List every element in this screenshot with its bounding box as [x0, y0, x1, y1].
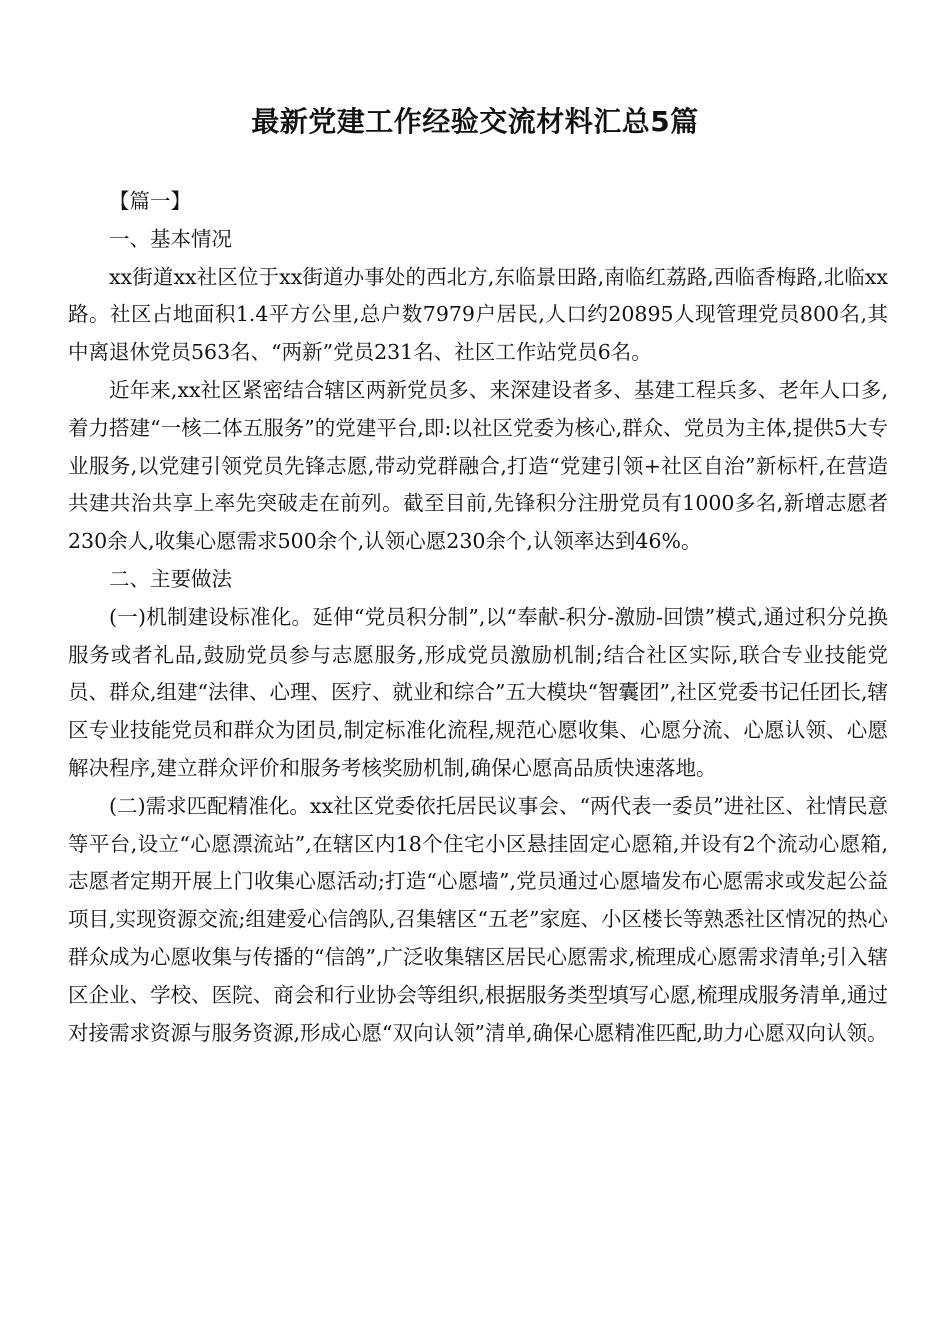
document-body — [68, 183, 888, 1052]
paragraph-mechanism-standardization: (一)机制建设标准化。延伸“党员积分制”,以“奉献-积分-激励-回馈”模式,通过积分兑换服务或者礼品,鼓励党员参与志愿服务,形成党员激励机制;结合社区实际,联合专业技能党员、群众,组建“法律、心理、医疗、就业和综合”五大模块“智囊团”,社区党委书记任团长,辖区专业技能党员和群众为团员,制定标准化流程,规范心愿收集、心愿分流、心愿认领、心愿解决程序,建立群众评价和服务考核奖励机制,确保心愿高品质快速落地。 — [68, 604, 888, 780]
section-heading-part-one: 【篇一】 — [109, 189, 191, 213]
paragraph-demand-matching: (二)需求匹配精准化。xx社区党委依托居民议事会、“两代表一委员”进社区、社情民意等平台,设立“心愿漂流站”,在辖区内18个住宅小区悬挂固定心愿箱,并设有2个流动心愿箱,志愿者定期开展上门收集心愿活动;打造“心愿墙”,党员通过心愿墙发布心愿需求或发起公益项目,实现资源交流;组建爱心信鸽队,召集辖区“五老”家庭、小区楼长等熟悉社区情况的热心群众成为心愿收集与传播的“信鸽”,广泛收集辖区居民心愿需求,梳理成心愿需求清单;引入辖区企业、学校、医院、商会和行业协会等组织,根据服务类型填写心愿,梳理成服务清单,通过对接需求资源与服务资源,形成心愿“双向认领”清单,确保心愿精准匹配,助力心愿双向认领。 — [68, 793, 888, 1045]
paragraph-recent-years: 近年来,xx社区紧密结合辖区两新党员多、来深建设者多、基建工程兵多、老年人口多,着力搭建“一核二体五服务”的党建平台,即:以社区党委为核心,群众、党员为主体,提供5大专业服务,以党建引领党员先锋志愿,带动党群融合,打造“党建引领+社区自治”新标杆,在营造共建共治共享上率先突破走在前列。截至目前,先锋积分注册党员有1000多名,新增志愿者230余人,收集心愿需求500余个,认领心愿230余个,认领率达到46%。 — [68, 377, 888, 554]
heading-main-practices: 二、主要做法 — [109, 566, 232, 591]
document-title: 最新党建工作经验交流材料汇总5篇 — [251, 105, 699, 138]
heading-basic-situation: 一、基本情况 — [109, 226, 232, 251]
paragraph-community-overview: xx街道xx社区位于xx街道办事处的西北方,东临景田路,南临红荔路,西临香梅路,北临xx路。社区占地面积1.4平方公里,总户数7979户居民,人口约20895人现管理党员800名,其中离退休党员563名、“两新”党员231名、社区工作站党员6名。 — [68, 264, 888, 365]
